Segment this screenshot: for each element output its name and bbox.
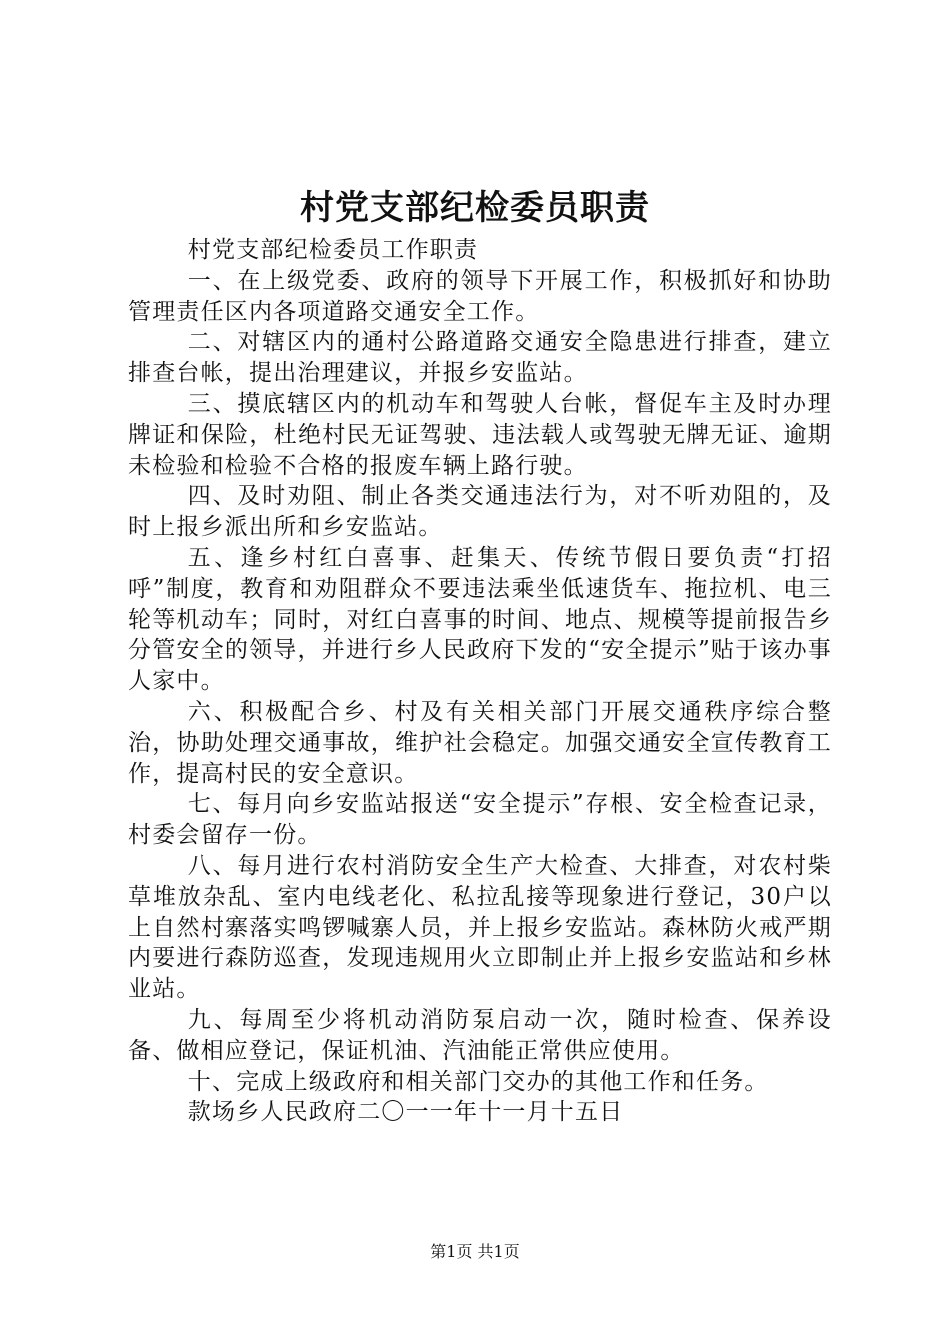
duty-item-8: 八、每月进行农村消防安全生产大检查、大排查，对农村柴草堆放杂乱、室内电线老化、私拉乱接等现象进行登记，30户以上自然村寨落实鸣锣喊寨人员，并上报乡安监站。森林防火戒严期内要进行森防巡查，发现违规用火立即制止并上报乡安监站和乡林业站。 bbox=[128, 852, 832, 1003]
duty-item-9: 九、每周至少将机动消防泵启动一次，随时检查、保养设备、做相应登记，保证机油、汽油能正常供应使用。 bbox=[128, 1006, 832, 1064]
duty-item-4: 四、及时劝阻、制止各类交通违法行为，对不听劝阻的，及时上报乡派出所和乡安监站。 bbox=[128, 483, 832, 541]
duty-item-6: 六、积极配合乡、村及有关相关部门开展交通秩序综合整治，协助处理交通事故，维护社会稳定。加强交通安全宣传教育工作，提高村民的安全意识。 bbox=[128, 698, 832, 787]
page-footer: 第1页 共1页 bbox=[430, 1242, 520, 1261]
subtitle-paragraph: 村党支部纪检委员工作职责 bbox=[187, 237, 479, 263]
duty-item-2: 二、对辖区内的通村公路道路交通安全隐患进行排查，建立排查台帐，提出治理建议，并报乡安监站。 bbox=[128, 329, 832, 387]
document-body bbox=[128, 235, 832, 1128]
signature-date: 款场乡人民政府二〇一一年十一月十五日 bbox=[187, 1099, 624, 1126]
duty-item-5: 五、逢乡村红白喜事、赶集天、传统节假日要负责“打招呼”制度，教育和劝阻群众不要违法乘坐低速货车、拖拉机、电三轮等机动车；同时，对红白喜事的时间、地点、规模等提前报告乡分管安全的领导，并进行乡人民政府下发的“安全提示”贴于该办事人家中。 bbox=[128, 544, 832, 695]
duty-item-7: 七、每月向乡安监站报送“安全提示”存根、安全检查记录，村委会留存一份。 bbox=[128, 791, 832, 849]
duty-item-3: 三、摸底辖区内的机动车和驾驶人台帐，督促车主及时办理牌证和保险，杜绝村民无证驾驶、违法载人或驾驶无牌无证、逾期未检验和检验不合格的报废车辆上路行驶。 bbox=[128, 390, 832, 479]
duty-item-1: 一、在上级党委、政府的领导下开展工作，积极抓好和协助管理责任区内各项道路交通安全工作。 bbox=[128, 267, 832, 325]
document-title: 村党支部纪检委员职责 bbox=[300, 188, 650, 228]
duty-item-10: 十、完成上级政府和相关部门交办的其他工作和任务。 bbox=[187, 1068, 769, 1095]
